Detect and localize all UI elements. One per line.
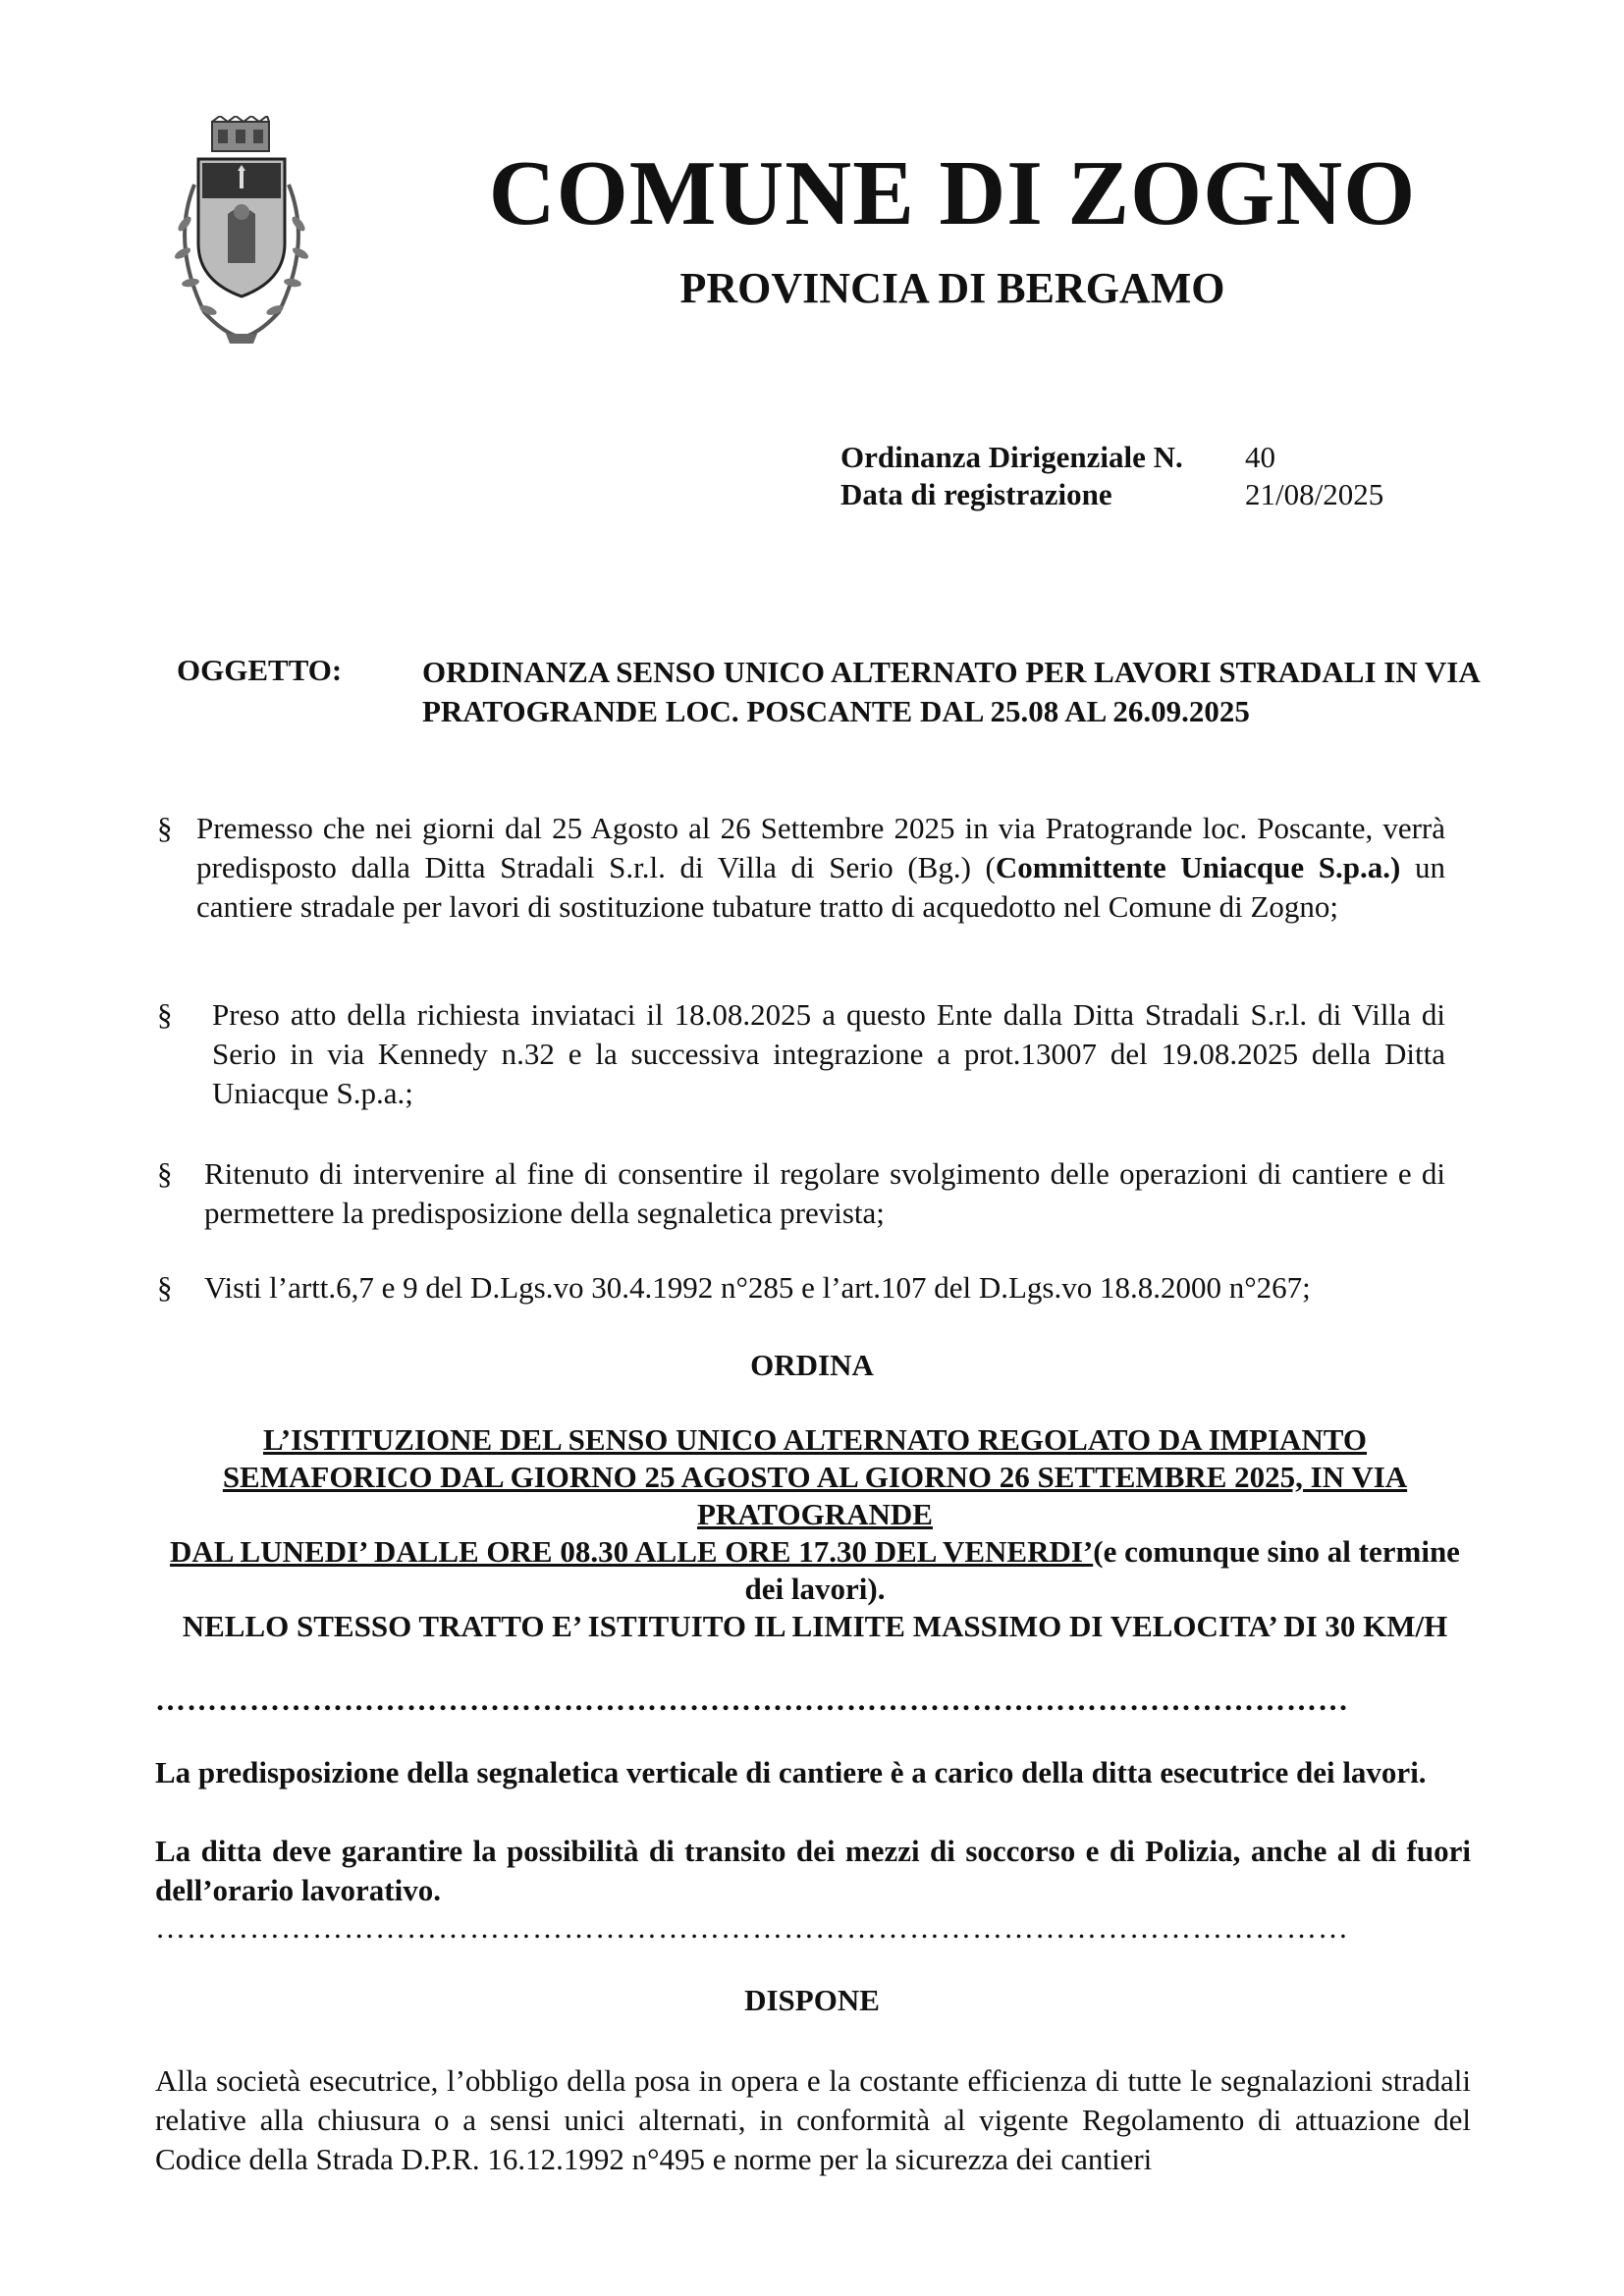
ordina-line-tail: (e comunque sino al termine dei lavori).	[744, 1534, 1460, 1606]
premise-bold-text: Committente Uniacque S.p.a.)	[995, 850, 1401, 884]
note-emergency-access: La ditta deve garantire la possibilità di transito dei mezzi di soccorso e di Polizia, anche al di fuori dell’orario lavorativo.	[155, 1834, 1471, 1907]
ordina-line: SEMAFORICO DAL GIORNO 25 AGOSTO AL GIORNO 26 SETTEMBRE 2025, IN VIA	[222, 1460, 1408, 1494]
ordina-line: PRATOGRANDE	[697, 1497, 933, 1531]
premise-text: Premesso che nei giorni dal 25 Agosto al 26 Settembre 2025 in via Pratogrande loc. Poscante, verrà predisposto dalla Ditta Stradali S.r.l. di Villa di Serio (Bg.) (	[196, 811, 1445, 884]
ordinance-number-label: Ordinanza Dirigenziale N.	[840, 440, 1183, 474]
ordina-heading: ORDINA	[750, 1348, 874, 1382]
premise-text: Ritenuto di intervenire al fine di consentire il regolare svolgimento delle operazioni di cantiere e di permettere la predisposizione della segnaletica prevista;	[204, 1156, 1445, 1230]
ordina-line: DAL LUNEDI’ DALLE ORE 08.30 ALLE ORE 17.30 DEL VENERDI’	[170, 1534, 1094, 1569]
ordina-speed-limit: NELLO STESSO TRATTO E’ ISTITUITO IL LIMITE MASSIMO DI VELOCITA’ DI 30 KM/H	[182, 1609, 1448, 1643]
premise-text: Preso atto della richiesta inviataci il 18.08.2025 a questo Ente dalla Ditta Stradali S.r.l. di Villa di Serio in via Kennedy n.32 e la successiva integrazione a prot.13007 del 19.08.2025 della Ditta Uniacque S.p.a.;	[212, 997, 1445, 1110]
subject-label: OGGETTO:	[177, 653, 343, 687]
note-signage: La predisposizione della segnaletica verticale di cantiere è a carico della ditta esecutrice dei lavori.	[155, 1755, 1427, 1789]
dispone-heading: DISPONE	[744, 1983, 880, 2017]
ordina-line: L’ISTITUZIONE DEL SENSO UNICO ALTERNATO REGOLATO DA IMPIANTO	[262, 1422, 1368, 1457]
subject-text: ORDINANZA SENSO UNICO ALTERNATO PER LAVORI STRADALI IN VIA PRATOGRANDE LOC. POSCANTE DAL 25.08 AL 26.09.2025	[422, 655, 1480, 728]
premise-item	[157, 995, 1445, 1113]
premise-item	[157, 1268, 1445, 1308]
ordinance-number-value: 40	[1245, 440, 1275, 474]
section-mark-icon: §	[157, 997, 173, 1032]
page-subtitle: PROVINCIA DI BERGAMO	[679, 264, 1225, 312]
section-mark-icon: §	[157, 1270, 173, 1305]
dotted-separator: ……………………………………………………………………………………………………	[155, 1682, 1349, 1717]
premise-item	[157, 809, 1446, 927]
ordina-body	[157, 1421, 1473, 1645]
registration-date-value: 21/08/2025	[1245, 477, 1384, 511]
section-mark-icon: §	[157, 1156, 173, 1191]
page-title: COMUNE DI ZOGNO	[488, 142, 1417, 244]
municipal-crest-logo	[165, 116, 318, 347]
premise-text: Visti l’artt.6,7 e 9 del D.Lgs.vo 30.4.1992 n°285 e l’art.107 del D.Lgs.vo 18.8.2000 n°267;	[204, 1270, 1311, 1305]
dotted-separator: ……………………………………………………………………………………………………	[155, 1910, 1349, 1945]
dispone-text: Alla società esecutrice, l’obbligo della posa in opera e la costante efficienza di tutte le segnalazioni stradali relative alla chiusura o a sensi unici alternati, in conformità al vigente Regolamento di attuazione del Codice della Strada D.P.R. 16.12.1992 n°495 e norme per la sicurezza dei cantieri	[155, 2063, 1471, 2176]
premise-text: un cantiere stradale per lavori di sostituzione tubature tratto di acquedotto nel Comune di Zogno;	[196, 850, 1446, 924]
section-mark-icon: §	[157, 811, 173, 845]
premise-item	[157, 1154, 1445, 1233]
registration-date-label: Data di registrazione	[840, 477, 1112, 511]
